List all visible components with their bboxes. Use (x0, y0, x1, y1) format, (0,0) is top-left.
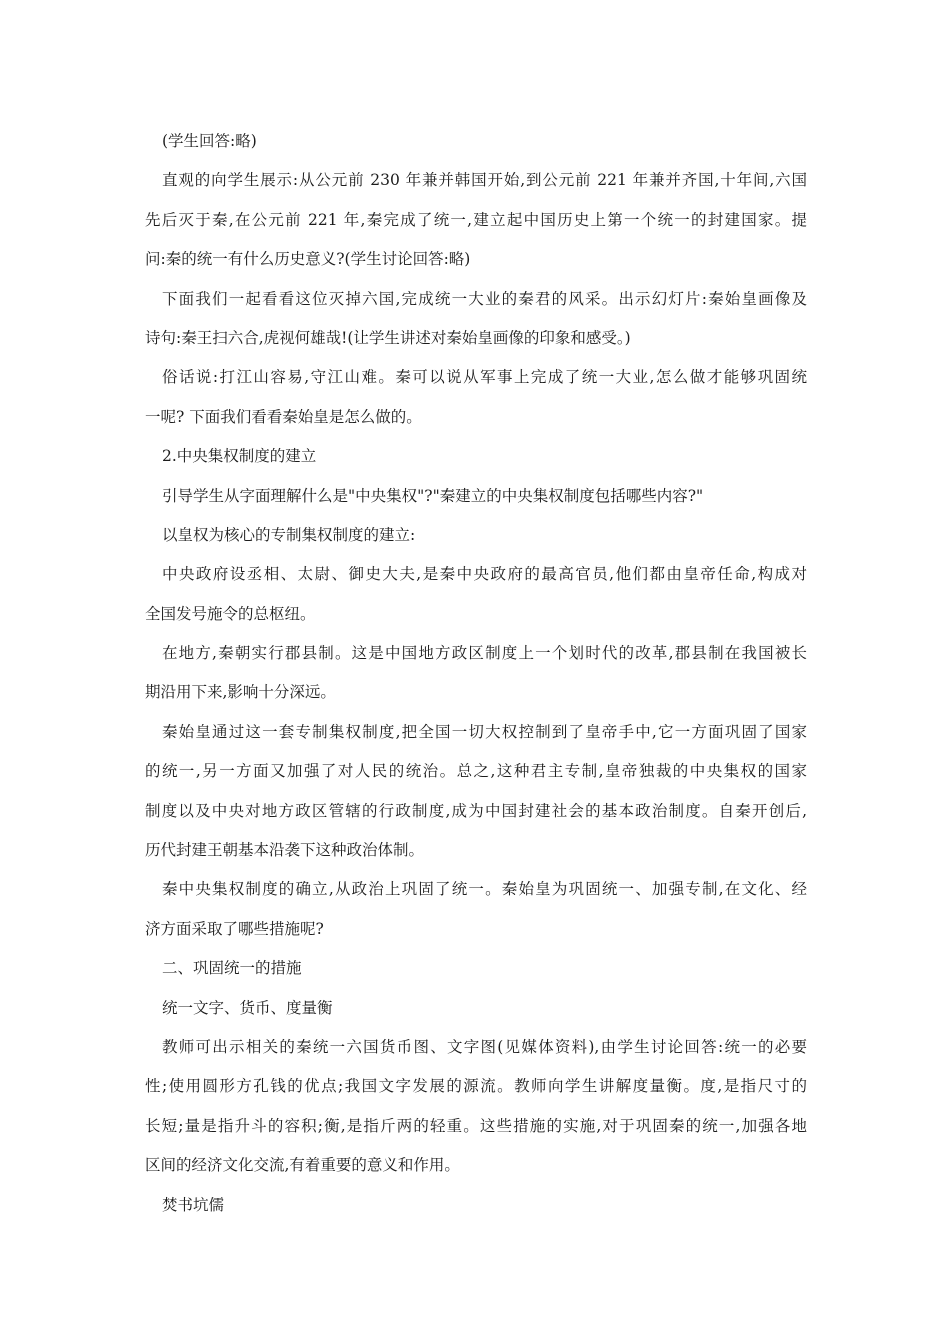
subsection-heading: 统一文字、货币、度量衡 (162, 998, 333, 1017)
para-line: 中央政府设丞相、太尉、御史大夫,是秦中央政府的最高官员,他们都由皇帝任命,构成对 (162, 565, 807, 584)
para-line: 济方面采取了哪些措施呢? (145, 919, 324, 938)
subsection-heading: 焚书坑儒 (162, 1195, 225, 1214)
section-heading: 2.中央集权制度的建立 (162, 447, 317, 466)
para-line: 在地方,秦朝实行郡县制。这是中国地方政区制度上一个划时代的改革,郡县制在我国被长 (162, 644, 807, 663)
para-line: (学生回答:略) (162, 132, 257, 150)
para-line: 教师可出示相关的秦统一六国货币图、文字图(见媒体资料),由学生讨论回答:统一的必要 (162, 1037, 807, 1056)
para-line: 下面我们一起看看这位灭掉六国,完成统一大业的秦君的风采。出示幻灯片:秦始皇画像及 (162, 289, 807, 308)
para-line: 秦中央集权制度的确立,从政治上巩固了统一。秦始皇为巩固统一、加强专制,在文化、经 (162, 880, 807, 899)
para-line: 诗句:秦王扫六合,虎视何雄哉!(让学生讲述对秦始皇画像的印象和感受。) (145, 328, 631, 347)
section-heading: 二、巩固统一的措施 (162, 959, 302, 978)
para-line: 以皇权为核心的专制集权制度的建立: (162, 525, 416, 544)
para-line: 先后灭于秦,在公元前 221 年,秦完成了统一,建立起中国历史上第一个统一的封建国家。提 (145, 210, 807, 229)
document-body (145, 122, 807, 1225)
para-line: 历代封建王朝基本沿袭下这种政治体制。 (145, 841, 425, 860)
para-line: 引导学生从字面理解什么是"中央集权"?"秦建立的中央集权制度包括哪些内容?" (162, 486, 704, 505)
para-line: 直观的向学生展示:从公元前 230 年兼并韩国开始,到公元前 221 年兼并齐国,十年间,六国 (162, 171, 807, 190)
para-line: 的统一,另一方面又加强了对人民的统治。总之,这种君主专制,皇帝独裁的中央集权的国家 (145, 762, 807, 781)
para-line: 一呢? 下面我们看看秦始皇是怎么做的。 (145, 407, 422, 426)
para-line: 问:秦的统一有什么历史意义?(学生讨论回答:略) (145, 250, 471, 269)
para-line: 秦始皇通过这一套专制集权制度,把全国一切大权控制到了皇帝手中,它一方面巩固了国家 (162, 722, 807, 741)
para-line: 性;使用圆形方孔钱的优点;我国文字发展的源流。教师向学生讲解度量衡。度,是指尺寸的 (145, 1077, 807, 1096)
para-line: 俗话说:打江山容易,守江山难。秦可以说从军事上完成了统一大业,怎么做才能够巩固统 (162, 368, 807, 387)
para-line: 全国发号施令的总枢纽。 (145, 604, 316, 623)
para-line: 区间的经济文化交流,有着重要的意义和作用。 (145, 1156, 460, 1175)
para-line: 长短;量是指升斗的容积;衡,是指斤两的轻重。这些措施的实施,对于巩固秦的统一,加强各地 (145, 1116, 807, 1135)
para-line: 制度以及中央对地方政区管辖的行政制度,成为中国封建社会的基本政治制度。自秦开创后, (145, 801, 807, 820)
para-line: 期沿用下来,影响十分深远。 (145, 683, 336, 702)
